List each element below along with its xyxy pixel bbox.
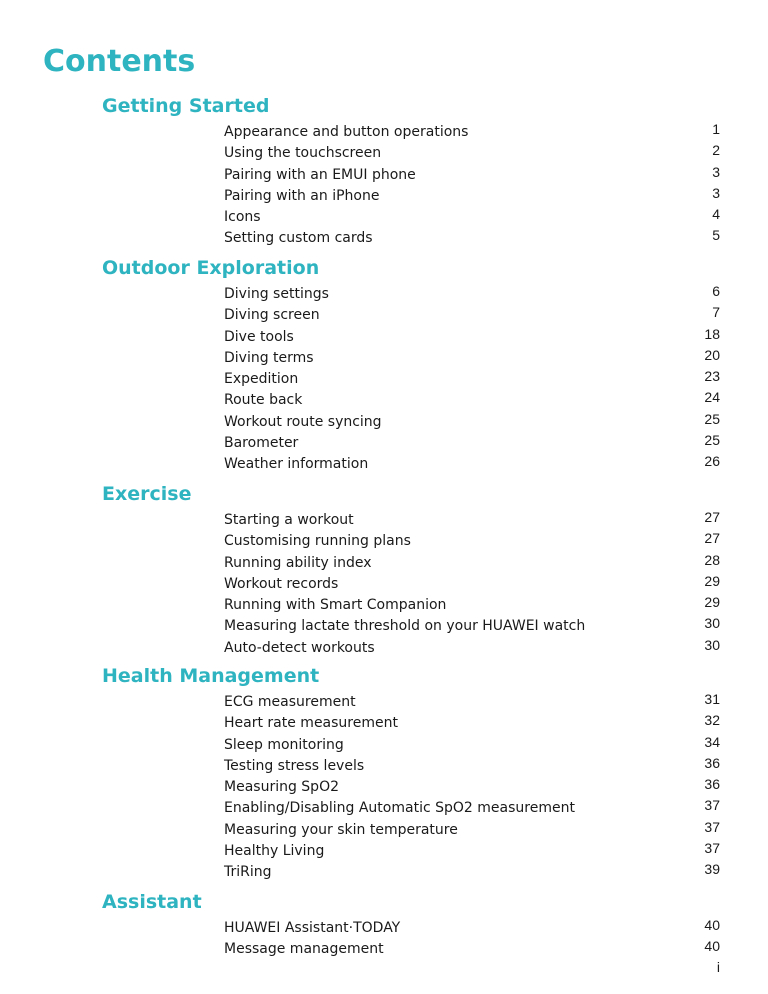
toc-entry[interactable] [0,690,768,711]
toc-entry[interactable] [0,593,768,614]
toc-entry[interactable] [0,205,768,226]
toc-entry-label[interactable]: Diving terms [224,349,314,366]
toc-entry-label[interactable]: Barometer [224,435,299,452]
toc-entry-list [0,916,768,959]
toc-entry-label[interactable]: Diving settings [224,286,329,302]
toc-entry-label[interactable]: Workout records [224,575,339,592]
toc-entry[interactable] [0,937,768,958]
toc-entry-label[interactable]: Setting custom cards [224,230,373,247]
toc-entry-label[interactable]: Icons [224,209,261,226]
toc-entry[interactable] [0,796,768,817]
toc-entry-label[interactable]: Starting a workout [224,512,354,528]
section-heading[interactable]: Getting Started [102,95,270,117]
toc-entry[interactable] [0,614,768,635]
toc-entry-page-number[interactable]: 29 [704,594,720,611]
toc-entry-list [0,282,768,474]
toc-entry-label[interactable]: Appearance and button operations [224,124,469,140]
toc-entry-label[interactable]: Healthy Living [224,843,325,860]
toc-entry[interactable] [0,184,768,205]
toc-entry-label[interactable]: Running ability index [224,554,372,571]
toc-entry-label[interactable]: ECG measurement [224,694,356,710]
toc-entry[interactable] [0,367,768,388]
toc-entry-label[interactable]: Measuring SpO2 [224,779,339,796]
page-number: i [716,959,720,975]
toc-entry-page-number[interactable]: 18 [704,325,720,342]
toc-entry-page-number[interactable]: 25 [704,410,720,427]
page-title: Contents [43,44,196,79]
toc-entry-page-number[interactable]: 27 [704,509,720,525]
toc-entry-page-number[interactable]: 30 [704,615,720,632]
toc-entry[interactable] [0,508,768,529]
toc-entry-page-number[interactable]: 23 [704,368,720,385]
toc-entry-page-number[interactable]: 37 [704,797,720,814]
toc-entry[interactable] [0,529,768,550]
toc-entry[interactable] [0,141,768,162]
toc-entry-page-number[interactable]: 26 [704,453,720,470]
toc-entry[interactable] [0,551,768,572]
toc-entry-list [0,120,768,248]
toc-entry-label[interactable]: Diving screen [224,307,320,324]
toc-entry-label[interactable]: Route back [224,392,303,409]
section-heading[interactable]: Assistant [102,891,202,913]
toc-entry-page-number[interactable]: 3 [712,163,720,180]
toc-entry-page-number[interactable]: 5 [712,227,720,244]
toc-entry-page-number[interactable]: 39 [704,861,720,878]
toc-entry-page-number[interactable]: 36 [704,754,720,771]
toc-entry[interactable] [0,388,768,409]
toc-entry-label[interactable]: Running with Smart Companion [224,597,447,614]
toc-entry-label[interactable]: Measuring your skin temperature [224,821,458,838]
toc-entry-label[interactable]: Customising running plans [224,533,411,550]
toc-entry[interactable] [0,325,768,346]
toc-entry-page-number[interactable]: 30 [704,636,720,653]
toc-entry[interactable] [0,818,768,839]
toc-entry[interactable] [0,410,768,431]
toc-entry-label[interactable]: Message management [224,941,384,958]
toc-entry-page-number[interactable]: 24 [704,389,720,406]
toc-entry-label[interactable]: Workout route syncing [224,413,382,430]
toc-entry-label[interactable]: Auto-detect workouts [224,639,375,656]
toc-entry[interactable] [0,916,768,937]
toc-entry-label[interactable]: Enabling/Disabling Automatic SpO2 measurement [224,800,575,817]
toc-entry-page-number[interactable]: 3 [712,184,720,201]
toc-entry-label[interactable]: Pairing with an EMUI phone [224,166,416,183]
toc-entry-page-number[interactable]: 2 [712,142,720,159]
section-heading[interactable]: Outdoor Exploration [102,257,320,279]
toc-entry[interactable] [0,572,768,593]
toc-entry[interactable] [0,452,768,473]
toc-entry[interactable] [0,754,768,775]
toc-entry-label[interactable]: Dive tools [224,328,294,345]
toc-entry[interactable] [0,733,768,754]
section-heading[interactable]: Health Management [102,665,320,687]
toc-entry-label[interactable]: Heart rate measurement [224,715,398,732]
toc-entry[interactable] [0,120,768,141]
toc-entry-page-number[interactable]: 4 [712,206,720,223]
toc-entry-page-number[interactable]: 40 [704,917,720,933]
toc-entry-label[interactable]: Using the touchscreen [224,145,382,162]
section-heading[interactable]: Exercise [102,483,192,505]
toc-entry[interactable] [0,346,768,367]
toc-entry-list [0,690,768,882]
toc-entry-page-number[interactable]: 6 [712,283,720,299]
toc-entry-page-number[interactable]: 25 [704,432,720,449]
toc-entry[interactable] [0,226,768,247]
toc-entry[interactable] [0,636,768,657]
toc-entry[interactable] [0,839,768,860]
toc-entry[interactable] [0,431,768,452]
toc-entry-label[interactable]: Expedition [224,371,299,388]
toc-entry-page-number[interactable]: 27 [704,530,720,547]
toc-entry-label[interactable]: Weather information [224,456,369,473]
toc-entry-page-number[interactable]: 34 [704,733,720,750]
toc-entry[interactable] [0,860,768,881]
toc-entry-page-number[interactable]: 29 [704,572,720,589]
toc-entry-page-number[interactable]: 31 [704,691,720,707]
toc-entry-label[interactable]: Measuring lactate threshold on your HUAWEI watch [224,618,586,635]
toc-entry-label[interactable]: Pairing with an iPhone [224,187,380,204]
toc-entry-page-number[interactable]: 20 [704,346,720,363]
toc-entry-page-number[interactable]: 1 [712,121,720,137]
toc-entry-list [0,508,768,657]
toc-entry-page-number[interactable]: 37 [704,840,720,857]
toc-entry[interactable] [0,711,768,732]
toc-entry[interactable] [0,775,768,796]
toc-entry-page-number[interactable]: 32 [704,712,720,729]
toc-entry[interactable] [0,282,768,303]
toc-entry-label[interactable]: Testing stress levels [224,757,365,774]
toc-entry-label[interactable]: Sleep monitoring [224,736,344,753]
toc-entry-page-number[interactable]: 40 [704,938,720,955]
toc-entry-label[interactable]: TriRing [224,864,272,881]
toc-entry-label[interactable]: HUAWEI Assistant·TODAY [224,920,401,936]
toc-entry-page-number[interactable]: 28 [704,551,720,568]
toc-entry[interactable] [0,163,768,184]
toc-entry-page-number[interactable]: 7 [712,304,720,321]
toc-entry-page-number[interactable]: 37 [704,818,720,835]
toc-entry[interactable] [0,303,768,324]
toc-entry-page-number[interactable]: 36 [704,776,720,793]
